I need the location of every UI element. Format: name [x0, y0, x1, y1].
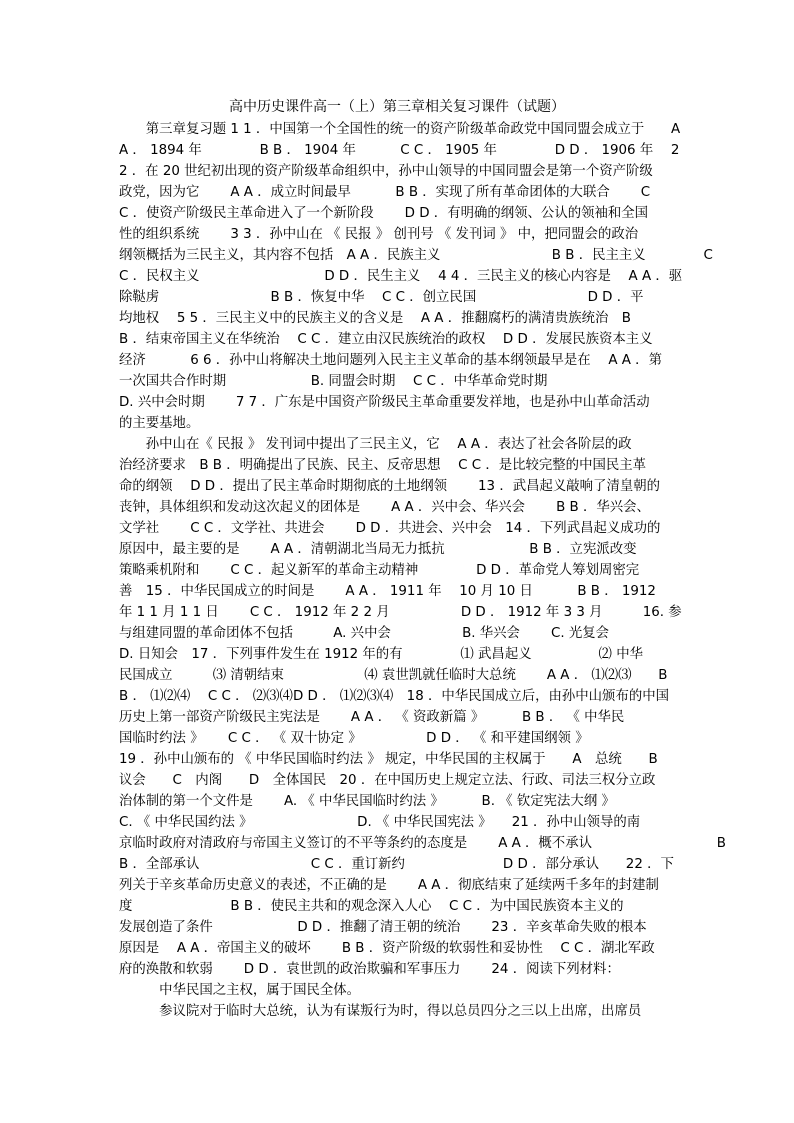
text-line: 政党，因为它 A A ．成立时间最早 B B ．实现了所有革命团体的大联合 C [119, 185, 651, 200]
text-line: 文学社 C C ．文学社、共进会 D D ．共进会、兴中会 14 ．下列武昌起义成功的 [119, 521, 661, 536]
text-line: 年 1 1 月 1 1 日 C C ． 1912 年 2 2 月 D D ． 1912 年 3 3 月 16. 参 [119, 605, 682, 620]
text-line: 发展创造了条件 D D ．推翻了清王朝的统治 23 ．辛亥革命失败的根本 [119, 920, 647, 935]
text-line: B ．全部承认 C C ．重订新约 D D ．部分承认 22 ．下 [119, 857, 674, 872]
text-line: C ．使资产阶级民主革命进入了一个新阶段 D D ．有明确的纲领、公认的领袖和全国 [119, 206, 649, 221]
text-line: C. 《 中华民国约法 》 D. 《 中华民国宪法 》 21 ．孙中山领导的南 [119, 815, 641, 830]
text-line: 均地权 5 5 ．三民主义中的民族主义的含义是 A A ．推翻腐朽的满清贵族统治 B [119, 311, 631, 326]
text-line: 一次国共合作时期 B. 同盟会时期 C C ．中华革命党时期 [119, 374, 548, 389]
text-line: 纲领概括为三民主义，其内容不包括 A A ．民族主义 B B ．民主主义 C [119, 248, 713, 263]
text-line: 中华民国之主权，属于国民全体。 [119, 983, 361, 998]
text-line: D. 兴中会时期 7 7 ．广东是中国资产阶级民主革命重要发祥地，也是孙中山革命活动 [119, 395, 650, 410]
text-line: 19 ．孙中山颁布的 《 中华民国临时约法 》 规定，中华民国的主权属于 A 总统 B [119, 752, 658, 767]
text-line: 度 B B ．使民主共和的观念深入人心 C C ．为中国民族资本主义的 [119, 899, 624, 914]
text-line: B ．结束帝国主义在华统治 C C ．建立由汉民族统治的政权 D D ．发展民族资本主义 [119, 332, 653, 347]
text-line: 国临时约法 》 C C ． 《 双十协定 》 D D ． 《 和平建国纲领 》 [119, 731, 589, 746]
text-line: 原因是 A A ．帝国主义的破坏 B B ．资产阶级的软弱性和妥协性 C C ．湖北军政 [119, 941, 655, 956]
text-line: 性的组织系统 3 3 ．孙中山在 《 民报 》 创刊号 《 发刊词 》 中，把同盟会的政治 [119, 227, 639, 242]
text-line: C ．民权主义 D D ．民生主义 4 4 ．三民主义的核心内容是 A A ．驱 [119, 269, 683, 284]
text-line: 第三章复习题 1 1 ．中国第一个全国性的统一的资产阶级革命政党中国同盟会成立于 A [119, 122, 681, 137]
text-line: 治经济要求 B B ．明确提出了民族、民主、反帝思想 C C ．是比较完整的中国民主革 [119, 458, 647, 473]
text-line: 与组建同盟的革命团体不包括 A. 兴中会 B. 华兴会 C. 光复会 [119, 626, 610, 641]
text-line: 2 ．在 20 世纪初出现的资产阶级革命组织中，孙中山领导的中国同盟会是第一个资产阶级 [119, 164, 653, 179]
text-line: 列关于辛亥革命历史意义的表述，不正确的是 A A ．彻底结束了延续两千多年的封建制 [119, 878, 659, 893]
text-line: 策略乘机附和 C C ．起义新军的革命主动精神 D D ．革命党人筹划周密完 [119, 563, 640, 578]
text-line: B ． ⑴⑵⑷ C C ． ⑵⑶⑷D D ． ⑴⑵⑶⑷ 18 ．中华民国成立后，由孙中山颁布的中国 [119, 689, 670, 704]
text-line: 除鞑虏 B B ．恢复中华 C C ．创立民国 D D ．平 [119, 290, 644, 305]
text-line: 命的纲领 D D ．提出了民主革命时期彻底的土地纲领 13 ．武昌起义敲响了清皇朝的 [119, 479, 661, 494]
text-line: A ． 1894 年 B B ． 1904 年 C C ． 1905 年 D D ． 1906 年 2 [119, 143, 680, 158]
text-line: 原因中，最主要的是 A A ．清朝湖北当局无力抵抗 B B ．立宪派改变 [119, 542, 637, 557]
text-line: 丧钟，具体组织和发动这次起义的团体是 A A ．兴中会、华兴会 B B ．华兴会、 [119, 500, 650, 515]
text-line: 民国成立 ⑶ 清朝结束 ⑷ 袁世凯就任临时大总统 A A ． ⑴⑵⑶ B [119, 668, 668, 683]
text-line: 的主要基地。 [119, 416, 200, 431]
text-line: 参议院对于临时大总统，认为有谋叛行为时，得以总员四分之三以上出席，出席员 [119, 1004, 642, 1019]
text-line: 京临时政府对清政府与帝国主义签订的不平等条约的态度是 A A ．概不承认 B [119, 836, 726, 851]
text-line: 府的涣散和软弱 D D ．袁世凯的政治欺骗和军事压力 24 ．阅读下列材料： [119, 962, 620, 977]
text-line: 历史上第一部资产阶级民主宪法是 A A ． 《 资政新篇 》 B B ． 《 中华民 [119, 710, 625, 725]
text-line: 孙中山在《 民报 》 发刊词中提出了三民主义，它 A A ．表达了社会各阶层的政 [119, 437, 632, 452]
text-line: D. 日知会 17 ．下列事件发生在 1912 年的有 ⑴ 武昌起义 ⑵ 中华 [119, 647, 643, 662]
document-title: 高中历史课件高一（上）第三章相关复习课件（试题） [229, 99, 565, 115]
text-line: 善 15 ．中华民国成立的时间是 A A ． 1911 年 10 月 10 日 B B ． 1912 [119, 584, 656, 599]
text-line: 治体制的第一个文件是 A. 《 中华民国临时约法 》 B. 《 钦定宪法大纲 》 [119, 794, 615, 809]
text-line: 经济 6 6 ．孙中山将解决土地问题列入民主主义革命的基本纲领最早是在 A A ．第 [119, 353, 662, 368]
text-line: 议会 C 内阁 D 全体国民 20 ．在中国历史上规定立法、行政、司法三权分立政 [119, 773, 656, 788]
